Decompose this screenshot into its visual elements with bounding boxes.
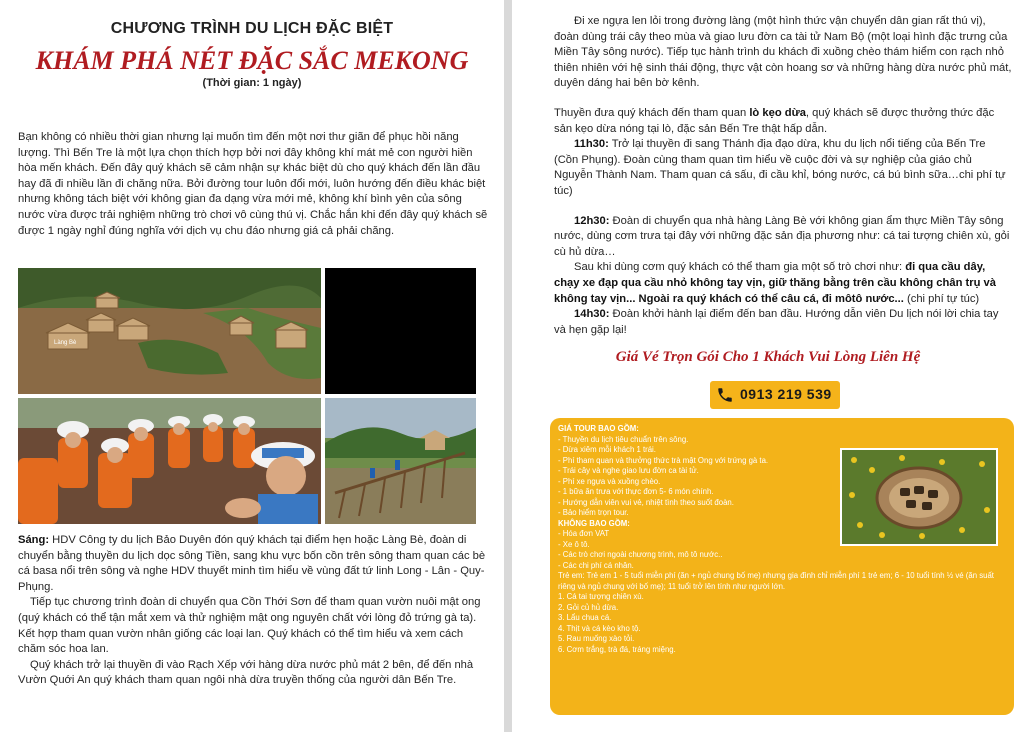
phone-number[interactable]: 0913 219 539 — [740, 386, 832, 402]
menu-item: 4. Thịt và cá kèo kho tộ. — [558, 623, 641, 633]
included-item: - Dừa xiêm mỗi khách 1 trái. — [558, 445, 656, 454]
monkey-bridge-photo — [325, 398, 476, 524]
itinerary-text — [554, 14, 1012, 338]
included-title: GIÁ TOUR BAO GỒM: — [558, 424, 639, 433]
intro-paragraph: Bạn không có nhiều thời gian nhưng lại muốn tìm đến một nơi thư giãn để phục hồi năng lượng. Thì Bến Tre là một lựa chọn thích hợp bởi nơi đây không khí mát mẻ con người hiền hòa mến khách. Đến đây quý khách sẽ cảm nhận sự khác biệt dù cho quý khách đến lần đầu hay đã đi nhiều lần đi chăng nữa. Bởi đường tour luôn đổi mới, luôn hướng đến điều khác biệt nhưng không tách biệt với không gian đa dạng vừa mới mẻ, không khí bình yên của sông nước vừa được trải nghiệm những trò chơi vô cùng thú vị. Chắc hắn khi đến đây quý khách sẽ được 1 ngày nghỉ đúng nghĩa với dịch vụ chu đáo nhưng giá cả phải chăng. — [18, 131, 488, 237]
black-photo-placeholder — [325, 268, 476, 394]
program-subtitle: CHƯƠNG TRÌNH DU LỊCH ĐẶC BIỆT — [110, 20, 394, 37]
included-item: - Phí tham quan và thưởng thức trà mật Ong với trứng gà ta. — [558, 455, 769, 465]
coconut-house-text: Quý khách trở lại thuyền đi vào Rạch Xếp với hàng dừa nước phủ mát 2 bên, để đến nhà Vườn Quới An quý khách tham quan ngôi nhà dừa truyền thống của người dân Bến Tre. — [18, 658, 474, 687]
honey-farm-text: Tiếp tục chương trình đoàn di chuyển qua Cồn Thới Sơn để tham quan vườn nuôi mật ong (quý khách có thể tận mắt xem và thử nghiệm mật ong nguyên chất với lòng đỏ trứng gà ta). Kết hợp tham quan vườn nhân giống các loại lan. Quý khách có thể tìm hiểu và xem cách chăm sóc hoa lan. — [18, 596, 481, 656]
price-contact-headline: Giá Vé Trọn Gói Cho 1 Khách Vui Lòng Liên Hệ — [615, 349, 921, 365]
itinerary-1130: 11h30: Trở lại thuyền đi sang Thánh địa đạo dừa, khu du lịch nổi tiếng của Bến Tre (Cồn Phụng). Đoàn cùng tham quan tìm hiểu về cuộc đời và sự nghiệp của giáo chủ Nguyễn Thành Nam. Tham quan cá sấu, đi cầu khỉ, bóng nước, cá bú bình sữa…chi phí tự túc) — [554, 138, 1006, 197]
phone-icon — [716, 386, 734, 404]
floating-village-photo — [18, 268, 321, 394]
tour-price-box — [550, 418, 1014, 715]
excluded-title: KHÔNG BAO GỒM: — [558, 518, 630, 528]
coconut-basket-photo — [840, 448, 998, 546]
morning-label: Sáng: — [18, 534, 50, 546]
svg-text:Làng Bè: Làng Bè — [54, 340, 77, 346]
phone-banner[interactable] — [710, 381, 840, 409]
coconut-candy-text: Thuyền đưa quý khách đến tham quan lò kẹo dừa, quý khách sẽ được thưởng thức đặc sản kẹo dừa nóng tại lò, đặc sản Bến Tre thật hấp dẫn. — [554, 106, 995, 135]
menu-item: 1. Cá tai tượng chiên xù. — [558, 592, 644, 601]
included-item: - Trái cây và nghe giao lưu đờn ca tài tử. — [558, 466, 699, 475]
menu-item: 5. Rau muống xào tỏi. — [558, 634, 635, 643]
program-title: KHÁM PHÁ NÉT ĐẶC SẮC MEKONG — [35, 46, 469, 75]
games-text: Sau khi dùng cơm quý khách có thể tham gia một số trò chơi như: đi qua cầu dây, chạy xe đạp qua cầu nhỏ không tay vịn, giữ thăng bằng trên cầu không chân trụ và không tay vịn... Ngoài ra quý khách có thể câu cá, đi môtô nước... (chi phí tự túc) — [554, 261, 996, 305]
excluded-item: - Hóa đơn VAT — [558, 529, 610, 538]
morning-section — [18, 533, 488, 689]
included-item: - Hướng dẫn viên vui vẻ, nhiệt tình theo suốt đoàn. — [558, 497, 734, 507]
morning-text: HDV Công ty du lịch Bảo Duyên đón quý khách tại điểm hẹn hoặc Làng Bè, đoàn di chuyển bằng thuyền du lịch dọc sông Tiền, sang khu vực bốn cồn trên sông tham quan các bè cá basa nổi trên sông và nghe HDV thuyết minh tìm hiểu về vùng đất tứ linh Long - Lân - Quy- Phụng. — [18, 534, 486, 593]
included-item: - 1 bữa ăn trưa với thực đơn 5- 6 món chính. — [558, 487, 714, 496]
menu-item: 2. Gỏi củ hủ dừa. — [558, 602, 619, 612]
horse-cart-text: Đi xe ngựa len lỏi trong đường làng (một hình thức vận chuyển dân gian rất thú vị), đoàn dùng trái cây theo mùa và giao lưu đờn ca tài tử Nam Bộ (một loại hình đặc trưng của Miền Tây sông nước). Tiếp tục hành trình du khách đi xuồng chèo thám hiểm con rạch nhỏ thiên nhiên với hệ sinh thái động, thực vật còn hoang sơ và những hàng dừa nước phủ mát, duyên dáng hai bên bờ kênh. — [554, 15, 1012, 90]
included-item: - Phí xe ngựa và xuồng chèo. — [558, 476, 661, 486]
excluded-item: - Các chi phí cá nhân. — [558, 560, 634, 570]
itinerary-1430: 14h30: Đoàn khởi hành lại điểm đến ban đầu. Hướng dẫn viên Du lịch nói lời chia tay và hẹn gặp lại! — [554, 308, 999, 336]
included-item: - Bảo hiểm trọn tour. — [558, 508, 629, 517]
excluded-item: - Các trò chơi ngoài chương trình, mô tô nước.. — [558, 550, 723, 559]
menu-item: 6. Cơm trắng, trà đá, tráng miệng. — [558, 644, 676, 654]
program-duration: (Thời gian: 1 ngày) — [202, 77, 302, 89]
excluded-item: - Xe ô tô. — [558, 539, 590, 549]
itinerary-1230: 12h30: Đoàn di chuyển qua nhà hàng Làng Bè với không gian ẩm thực Miền Tây sông nước, dùng cơm trưa tại đây với những đặc sản địa phương như: cá tai tượng chiên xù, gỏi cù hủ dừa… — [554, 214, 1010, 258]
children-policy: Trẻ em: Trẻ em 1 - 5 tuổi miễn phí (ăn + ngủ chung bố mẹ) nhưng gia đình chỉ miễn phí 1 trẻ em; 6 - 10 tuổi tính ½ vé (ăn suất riêng và ngủ chung với bố mẹ); 11 tuổi trở lên tính như người lớn. — [558, 571, 994, 591]
left-page — [0, 0, 504, 732]
right-page — [512, 0, 1024, 732]
price-details — [558, 424, 994, 655]
included-item: - Thuyền du lịch tiêu chuẩn trên sông. — [558, 434, 689, 444]
tourists-on-boat-photo — [18, 398, 321, 524]
menu-item: 3. Lẩu chua cá. — [558, 613, 612, 622]
